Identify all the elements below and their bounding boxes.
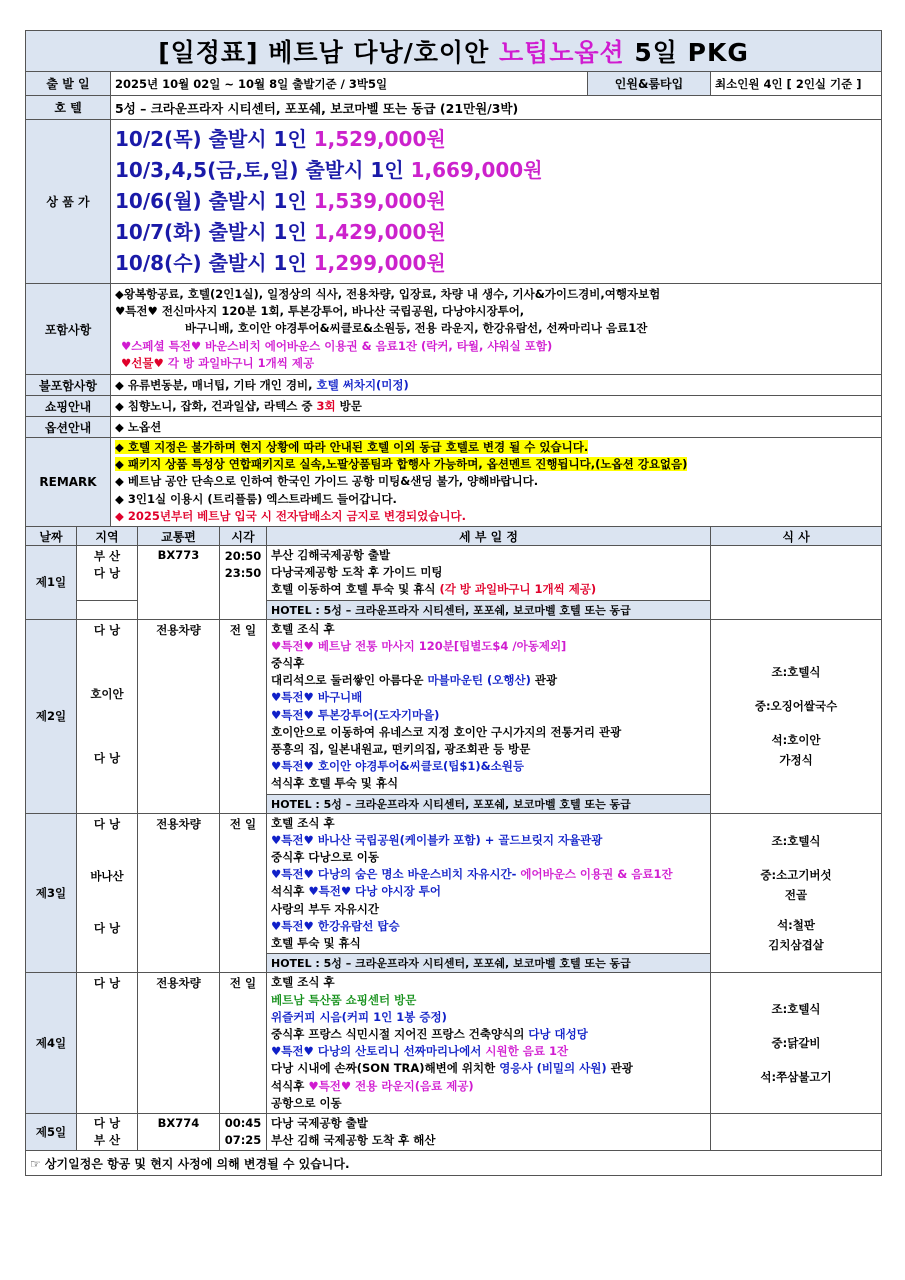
day2-meal: 조:호텔식 중:오징어쌀국수 석:호이안 가정식 (711, 619, 882, 813)
depart-label: 출 발 일 (26, 72, 111, 96)
excluded-value: ◆ 유류변동분, 매너팁, 기타 개인 경비, 호텔 써차지(미정) (111, 375, 882, 396)
day4-detail: 호텔 조식 후 베트남 특산품 쇼핑센터 방문 위즐커피 시음(커피 1인 1봉 증정) 중식후 프랑스 식민시절 지어진 프랑스 건축양식의 다낭 대성당 ♥특전♥ 다낭의 산토리니 선짜마리나에서 시원한 음료 1잔 다낭 시내에 손짜(SON TRA)해변에 위치한 영응사 (비밀의 사원) 관광 석식후 ♥특전♥ 전용 라운지(음료 제공) 공항으로 이동 (267, 973, 711, 1114)
day3-time: 전 일 (220, 813, 267, 973)
day3-hotel: HOTEL : 5성 – 크라운프라자 시티센터, 포포쉐, 보코마벨 호텔 또는 동급 (267, 954, 711, 973)
day1-label: 제1일 (26, 546, 77, 620)
day1-region: 부 산 다 낭 (77, 546, 138, 601)
day4-region: 다 낭 (77, 973, 138, 1114)
day4-label: 제4일 (26, 973, 77, 1114)
price-row (26, 120, 882, 284)
day1-detail: 부산 김해국제공항 출발 다낭국제공항 도착 후 가이드 미팅 호텔 이동하여 호텔 투숙 및 휴식 (각 방 과일바구니 1개씩 제공) (267, 546, 711, 601)
remark-label: REMARK (26, 438, 111, 527)
shopping-value: ◆ 침향노니, 잡화, 건과일샵, 라텍스 중 3회 방문 (111, 396, 882, 417)
pax-value: 최소인원 4인 [ 2인실 기준 ] (711, 72, 882, 96)
hotel-label: 호 텔 (26, 96, 111, 120)
day3-label: 제3일 (26, 813, 77, 973)
price-item: 10/6(월) 출발시 1인 1,539,000원 (115, 189, 446, 213)
day4-time: 전 일 (220, 973, 267, 1114)
depart-row (26, 72, 882, 96)
day1-meal (711, 546, 882, 620)
day2-hotel: HOTEL : 5성 – 크라운프라자 시티센터, 포포쉐, 보코마벨 호텔 또는 동급 (267, 794, 711, 813)
shopping-row (26, 396, 882, 417)
price-item: 10/8(수) 출발시 1인 1,299,000원 (115, 251, 446, 275)
option-row (26, 417, 882, 438)
shopping-label: 쇼핑안내 (26, 396, 111, 417)
price-label: 상 품 가 (26, 120, 111, 284)
price-item: 10/7(화) 출발시 1인 1,429,000원 (115, 220, 446, 244)
day5-region: 다 낭 부 산 (77, 1113, 138, 1150)
remark-list: ◆ 호텔 지정은 불가하며 현지 상황에 따라 안내된 호텔 이외 동급 호텔로 변경 될 수 있습니다. ◆ 패키지 상품 특성상 연합패키지로 실속,노팔상품팀과 합행사 가능하며, 옵션멘트 진행됩니다,(노옵션 강요없음) ◆ 베트남 공안 단속으로 인하여 한국인 가이드 공항 미팅&샌딩 불가, 양해바랍니다. ◆ 3인1실 이용시 (트리플룸) 엑스트라베드 들어갑니다. ◆ 2025년부터 베트남 입국 시 전자담배소지 금지로 변경되었습니다. (111, 438, 882, 527)
day1-row (26, 546, 882, 601)
depart-value: 2025년 10월 02일 ~ 10월 8일 출발기준 / 3박5일 (111, 72, 588, 96)
day5-detail: 다낭 국제공항 출발 부산 김해 국제공항 도착 후 해산 (267, 1113, 711, 1150)
day3-region: 다 낭 바나산 다 낭 (77, 813, 138, 973)
footer-note: ☞ 상기일정은 항공 및 현지 사정에 의해 변경될 수 있습니다. (26, 1151, 882, 1176)
title-highlight: 노팁노옵션 (498, 38, 625, 67)
day5-row (26, 1113, 882, 1150)
day5-flight: BX774 (138, 1113, 220, 1150)
schedule-header: 날짜 지역 교통편 시각 세 부 일 정 식 사 (26, 527, 882, 546)
day2-time: 전 일 (220, 619, 267, 813)
day4-meal: 조:호텔식 중:닭갈비 석:쭈삼불고기 (711, 973, 882, 1114)
itinerary-sheet (25, 30, 881, 1176)
title-row (26, 31, 882, 72)
day3-transport: 전용차량 (138, 813, 220, 973)
day3-row (26, 813, 882, 954)
option-label: 옵션안내 (26, 417, 111, 438)
day1-hotel: HOTEL : 5성 – 크라운프라자 시티센터, 포포쉐, 보코마벨 호텔 또는 동급 (267, 600, 711, 619)
pax-label: 인원&룸타입 (588, 72, 711, 96)
day1-time: 20:50 23:50 (220, 546, 267, 620)
footer-row (26, 1151, 882, 1176)
day1-flight: BX773 (138, 546, 220, 620)
excluded-row (26, 375, 882, 396)
day4-row (26, 973, 882, 1114)
day3-meal: 조:호텔식 중:소고기버섯 전골 석:철판 김치삼겹살 (711, 813, 882, 973)
remark-row (26, 438, 882, 527)
day2-detail: 호텔 조식 후 ♥특전♥ 베트남 전통 마사지 120분[팁별도$4 /아동제외] 중식후 대리석으로 둘러쌓인 아름다운 마블마운틴 (오행산) 관광 ♥특전♥ 바구니배 ♥특전♥ 투본강투어(도자기마을) 호이안으로 이동하여 유네스코 지정 호이안 구시가지의 전통거리 관광 풍흥의 집, 일본내원교, 떤키의집, 광조회관 등 방문 ♥특전♥ 호이안 야경투어&씨클로(팁$1)&소원등 석식후 호텔 투숙 및 휴식 (267, 619, 711, 794)
page-title: [일정표] 베트남 다낭/호이안 노팁노옵션 5일 PKG (26, 31, 882, 72)
price-item: 10/2(목) 출발시 1인 1,529,000원 (115, 127, 446, 151)
hotel-value: 5성 – 크라운프라자 시티센터, 포포쉐, 보코마벨 또는 동급 (21만원/3박) (111, 96, 882, 120)
day2-row (26, 619, 882, 794)
option-value: ◆ 노옵션 (111, 417, 882, 438)
price-list (111, 120, 882, 284)
day2-label: 제2일 (26, 619, 77, 813)
day5-meal (711, 1113, 882, 1150)
day4-transport: 전용차량 (138, 973, 220, 1114)
price-item: 10/3,4,5(금,토,일) 출발시 1인 1,669,000원 (115, 158, 543, 182)
included-list: ◆왕복항공료, 호텔(2인1실), 일정상의 식사, 전용차량, 입장료, 차량 내 생수, 기사&가이드경비,여행자보험 ♥특전♥ 전신마사지 120분 1회, 투본강투어, 바나산 국립공원, 다낭야시장투어, 바구니배, 호이안 야경투어&씨클로&소원등, 전용 라운지, 한강유람선, 선짜마리나 음료1잔 ♥스페셜 특전♥ 바운스비치 에어바운스 이용권 & 음료1잔 (락커, 타월, 샤워실 포함) ♥선물♥ 각 방 과일바구니 1개씩 제공 (111, 284, 882, 375)
excluded-label: 불포함사항 (26, 375, 111, 396)
day5-label: 제5일 (26, 1113, 77, 1150)
day2-transport: 전용차량 (138, 619, 220, 813)
included-label: 포함사항 (26, 284, 111, 375)
itinerary-table (25, 30, 882, 1176)
day5-time: 00:45 07:25 (220, 1113, 267, 1150)
hotel-row (26, 96, 882, 120)
included-row (26, 284, 882, 375)
day3-detail: 호텔 조식 후 ♥특전♥ 바나산 국립공원(케이블카 포함) + 골드브릿지 자율관광 중식후 다낭으로 이동 ♥특전♥ 다낭의 숨은 명소 바운스비치 자유시간- 에어바운스 이용권 & 음료1잔 석식후 ♥특전♥ 다낭 야시장 투어 사랑의 부두 자유시간 ♥특전♥ 한강유람선 탑승 호텔 투숙 및 휴식 (267, 813, 711, 954)
day2-region: 다 낭 호이안 다 낭 (77, 619, 138, 813)
